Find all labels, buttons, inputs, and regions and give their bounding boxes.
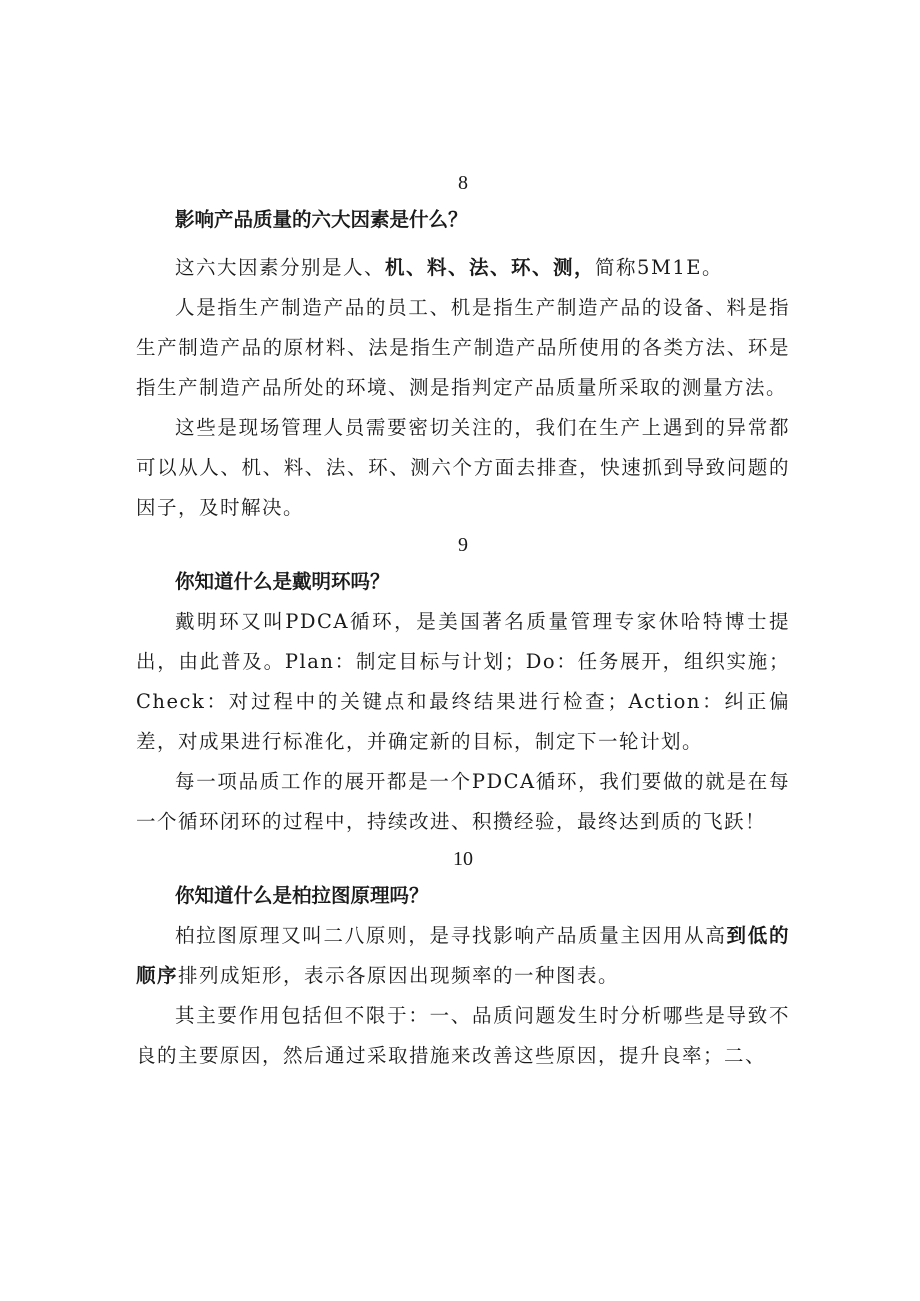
section-9: [136, 528, 790, 842]
section-number: 10: [453, 848, 473, 870]
paragraph: 戴明环又叫PDCA循环，是美国著名质量管理专家休哈特博士提出，由此普及。Plan：制定目标与计划；Do：任务展开，组织实施；Check：对过程中的关键点和最终结果进行检查；Action：纠正偏差，对成果进行标准化，并确定新的目标，制定下一轮计划。: [136, 610, 790, 753]
paragraph: 人是指生产制造产品的员工、机是指生产制造产品的设备、料是指生产制造产品的原材料、法是指生产制造产品所使用的各类方法、环是指生产制造产品所处的环境、测是指判定产品质量所采取的测量方法。: [136, 296, 790, 399]
paragraph-text: 柏拉图原理又叫二八原则，是寻找影响产品质量主因用从高: [175, 924, 727, 947]
section-8: [136, 166, 790, 528]
paragraph-text: 这六大因素分别是人、: [175, 256, 386, 279]
section-question: 影响产品质量的六大因素是什么？: [175, 208, 468, 231]
section-10: [136, 842, 790, 1076]
section-number: 9: [458, 534, 468, 556]
section-question: 你知道什么是戴明环吗？: [175, 570, 390, 593]
paragraph: [136, 248, 790, 288]
paragraph: 其主要作用包括但不限于：一、品质问题发生时分析哪些是导致不良的主要原因，然后通过采取措施来改善这些原因，提升良率；二、: [136, 1004, 790, 1067]
section-question: 你知道什么是柏拉图原理吗？: [175, 884, 429, 907]
section-number: 8: [458, 172, 468, 194]
paragraph-bold-text: 机、料、法、环、测，: [385, 256, 596, 279]
paragraph: [136, 916, 790, 996]
paragraph-bold-text: 到低的顺序: [136, 924, 790, 987]
paragraph-text: 简称5M1E。: [595, 256, 724, 279]
paragraph-text: 排列成矩形，表示各原因出现频率的一种图表。: [178, 964, 620, 987]
document-content: [136, 166, 790, 1076]
paragraph: 这些是现场管理人员需要密切关注的，我们在生产上遇到的异常都可以从人、机、料、法、环、测六个方面去排查，快速抓到导致问题的因子，及时解决。: [136, 416, 790, 519]
paragraph: 每一项品质工作的展开都是一个PDCA循环，我们要做的就是在每一个循环闭环的过程中，持续改进、积攒经验，最终达到质的飞跃！: [136, 770, 790, 833]
